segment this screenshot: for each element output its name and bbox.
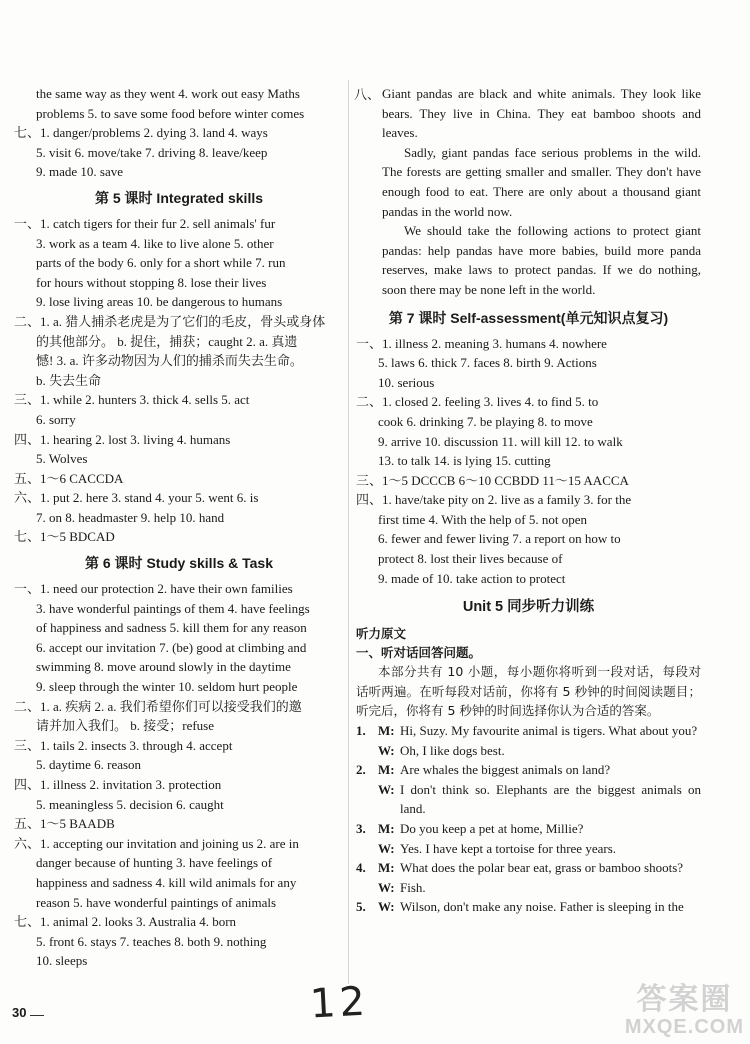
answer-line: 七、1. danger/problems 2. dying 3. land 4. ways — [14, 125, 268, 141]
dialogue-line — [356, 839, 701, 859]
dialogue-number — [356, 780, 378, 819]
speaker-label: W: — [378, 899, 395, 915]
speaker-text: Are whales the biggest animals on land? — [400, 762, 611, 778]
answer-line: first time 4. With the help of 5. not open — [378, 511, 588, 527]
answer-line: 七、1. animal 2. looks 3. Australia 4. born — [14, 914, 237, 930]
speaker-text: I don't think so. Elephants are the biggest animals on land. — [400, 781, 701, 817]
dialogue-number: 3. — [356, 821, 366, 836]
continued-answers — [14, 84, 344, 182]
speaker-label: W: — [378, 742, 395, 758]
column-divider — [348, 80, 349, 984]
answer-line: the same way as they went 4. work out easy Maths — [36, 86, 300, 101]
section-5-title: 第 5 课时 Integrated skills — [94, 189, 264, 206]
answer-line: 二、1. closed 2. feeling 3. lives 4. to find 5. to — [356, 394, 599, 410]
answer-line: 二、1. a. 疾病 2. a. 我们希望你们可以接受我们的邀 — [14, 698, 302, 714]
page-number-dash — [30, 1015, 44, 1016]
answer-line: 请并加入我们。 b. 接受；refuse — [36, 718, 215, 734]
listening-intro: 本部分共有 10 小题，每小题你将听到一段对话，每段对话听两遍。在听每段对话前，你将有 5 秒钟的时间阅读题目；听完后，你将有 5 秒钟的时间选择你认为合适的答案。 — [356, 664, 701, 719]
dialogue-line — [356, 858, 701, 878]
speaker-label: M: — [378, 860, 395, 876]
answer-line: 憾! 3. a. 许多动物因为人们的捕杀而失去生命。 — [36, 353, 303, 369]
passage-paragraph: Giant pandas are black and white animals. They look like bears. They live in China. They eat bamboo shoots and leaves. — [382, 86, 701, 141]
section-6-answers — [14, 579, 344, 971]
answer-line: 五、1～6 CACCDA — [14, 470, 124, 486]
passage-eight — [356, 84, 701, 300]
dialogue-line — [356, 819, 701, 839]
answer-line: 6. sorry — [36, 411, 76, 427]
answer-line: 9. arrive 10. discussion 11. will kill 12. to walk — [378, 433, 623, 449]
speaker-text: Fish. — [400, 879, 426, 895]
answer-line: 六、1. put 2. here 3. stand 4. your 5. went 6. is — [14, 490, 259, 506]
speaker-text: Oh, I like dogs best. — [400, 742, 505, 758]
dialogue-line — [356, 780, 701, 819]
answer-line: for hours without stopping 8. lose their lives — [36, 274, 267, 290]
speaker-text: Wilson, don't make any noise. Father is sleeping in the — [400, 899, 684, 915]
answer-line: 二、1. a. 猎人捕杀老虎是为了它们的毛皮，骨头或身体 — [14, 313, 326, 329]
answer-line: cook 6. drinking 7. be playing 8. to move — [378, 413, 593, 429]
watermark-logo-text: 答案圈 — [636, 983, 733, 1016]
page-number: 30 — [12, 1005, 27, 1020]
answer-line: 三、1～5 DCCCB 6～10 CCBDD 11～15 AACCA — [356, 472, 629, 488]
dialogue-line — [356, 741, 701, 761]
answer-line: danger because of hunting 3. have feelings of — [36, 855, 273, 871]
speaker-label: W: — [378, 840, 395, 856]
dialogue-line — [356, 760, 701, 780]
answer-line: 9. sleep through the winter 10. seldom hurt people — [36, 679, 298, 695]
answer-line: 13. to talk 14. is lying 15. cutting — [378, 453, 551, 469]
answer-line: 四、1. hearing 2. lost 3. living 4. humans — [14, 431, 231, 447]
answer-line: 四、1. illness 2. invitation 3. protection — [14, 777, 222, 792]
answer-line: 7. on 8. headmaster 9. help 10. hand — [36, 509, 225, 525]
dialogue-list — [356, 721, 701, 917]
answer-line: 5. front 6. stays 7. teaches 8. both 9. nothing — [36, 933, 267, 949]
answer-line: protect 8. lost their lives because of — [378, 551, 563, 567]
left-column — [14, 84, 344, 971]
dialogue-number: 4. — [356, 860, 366, 876]
answer-line: 9. lose living areas 10. be dangerous to humans — [36, 294, 283, 310]
speaker-text: Yes. I have kept a tortoise for three years. — [400, 840, 616, 856]
answer-line: 3. work as a team 4. like to live alone 5. other — [36, 235, 274, 251]
dialogue-line — [356, 878, 701, 898]
answer-line: 四、1. have/take pity on 2. live as a family 3. for the — [356, 492, 632, 508]
answer-line: 五、1～5 BAADB — [14, 816, 115, 832]
answer-line: 5. Wolves — [36, 451, 88, 467]
answer-line: 三、1. tails 2. insects 3. through 4. accept — [14, 737, 233, 753]
answer-line: swimming 8. move around slowly in the daytime — [36, 659, 291, 675]
answer-line: 6. fewer and fewer living 7. a report on how to — [378, 531, 621, 547]
answer-line: 一、1. need our protection 2. have their own families — [14, 581, 293, 597]
speaker-label: W: — [378, 781, 395, 797]
section-5-answers — [14, 214, 344, 547]
answer-line: 9. made of 10. take action to protect — [378, 570, 566, 586]
answer-line: 5. meaningless 5. decision 6. caught — [36, 796, 224, 812]
answer-line: 3. have wonderful paintings of them 4. have feelings — [36, 600, 310, 616]
answer-line: 一、1. illness 2. meaning 3. humans 4. nowhere — [356, 335, 607, 351]
section-6-title: 第 6 课时 Study skills & Task — [84, 555, 274, 572]
answer-line: b. 失去生命 — [36, 372, 102, 388]
answer-line: of happiness and sadness 5. kill them for any reason — [36, 620, 307, 636]
dialogue-number: 2. — [356, 762, 366, 778]
passage-paragraph: Sadly, giant pandas face serious problems in the wild. The forests are getting smaller and smaller. They don't have enough food to eat. There are only about a thousand giant pandas in the world now. — [382, 144, 701, 219]
answer-line: 的其他部分。 b. 捉住，捕获；caught 2. a. 真遗 — [36, 333, 298, 349]
answer-line: reason 5. have wonderful paintings of animals — [36, 894, 277, 910]
watermark-url: MXQE.COM — [624, 1016, 744, 1038]
speaker-label: W: — [378, 879, 395, 895]
dialogue-number — [356, 878, 378, 898]
dialogue-line — [356, 897, 701, 917]
answer-line: parts of the body 6. only for a short while 7. run — [36, 255, 286, 271]
listening-title: 听力原文 — [356, 626, 407, 642]
answer-line: 10. sleeps — [36, 953, 88, 969]
answer-line: 9. made 10. save — [36, 164, 124, 180]
dialogue-number — [356, 741, 378, 761]
speaker-label: M: — [378, 762, 395, 778]
speaker-label: M: — [378, 723, 395, 739]
answer-line: 三、1. while 2. hunters 3. thick 4. sells 5. act — [14, 392, 250, 408]
answer-line: 5. daytime 6. reason — [36, 757, 142, 773]
answer-line: 6. accept our invitation 7. (be) good at climbing and — [36, 639, 307, 655]
answer-line: 七、1～5 BDCAD — [14, 529, 115, 545]
passage-paragraph: We should take the following actions to protect giant pandas: help pandas have more babies, build more panda reserves, make laws to protect pandas. If we do nothing, soon there may be none left in the world. — [382, 223, 701, 297]
right-column — [356, 84, 701, 917]
site-watermark — [625, 984, 744, 1038]
answer-line: 5. laws 6. thick 7. faces 8. birth 9. Actions — [378, 355, 597, 371]
answer-line: 一、1. catch tigers for their fur 2. sell animals' fur — [14, 215, 276, 231]
passage-eight-label: 八、 — [354, 88, 381, 103]
section-7-title: 第 7 课时 Self-assessment(单元知识点复习) — [388, 309, 669, 326]
handwritten-mark: 12 — [308, 978, 371, 1028]
speaker-text: What does the polar bear eat, grass or bamboo shoots? — [400, 860, 684, 876]
answer-line: problems 5. to save some food before winter comes — [36, 105, 305, 121]
dialogue-number: 1. — [356, 723, 366, 739]
answer-line: 10. serious — [378, 374, 435, 390]
answer-line: 六、1. accepting our invitation and joining us 2. are in — [14, 835, 299, 851]
speaker-text: Do you keep a pet at home, Millie? — [400, 821, 584, 836]
answer-line: happiness and sadness 4. kill wild animals for any — [36, 874, 297, 890]
dialogue-line — [356, 721, 701, 741]
answer-line: 5. visit 6. move/take 7. driving 8. leave/keep — [36, 144, 268, 160]
speaker-label: M: — [378, 821, 395, 836]
unit-title: Unit 5 同步听力训练 — [462, 599, 595, 616]
dialogue-number: 5. — [356, 899, 366, 915]
section-7-answers — [356, 334, 701, 589]
dialogue-number — [356, 839, 378, 859]
listening-subtitle: 一、听对话回答问题。 — [356, 645, 482, 661]
speaker-text: Hi, Suzy. My favourite animal is tigers. What about you? — [400, 723, 698, 739]
